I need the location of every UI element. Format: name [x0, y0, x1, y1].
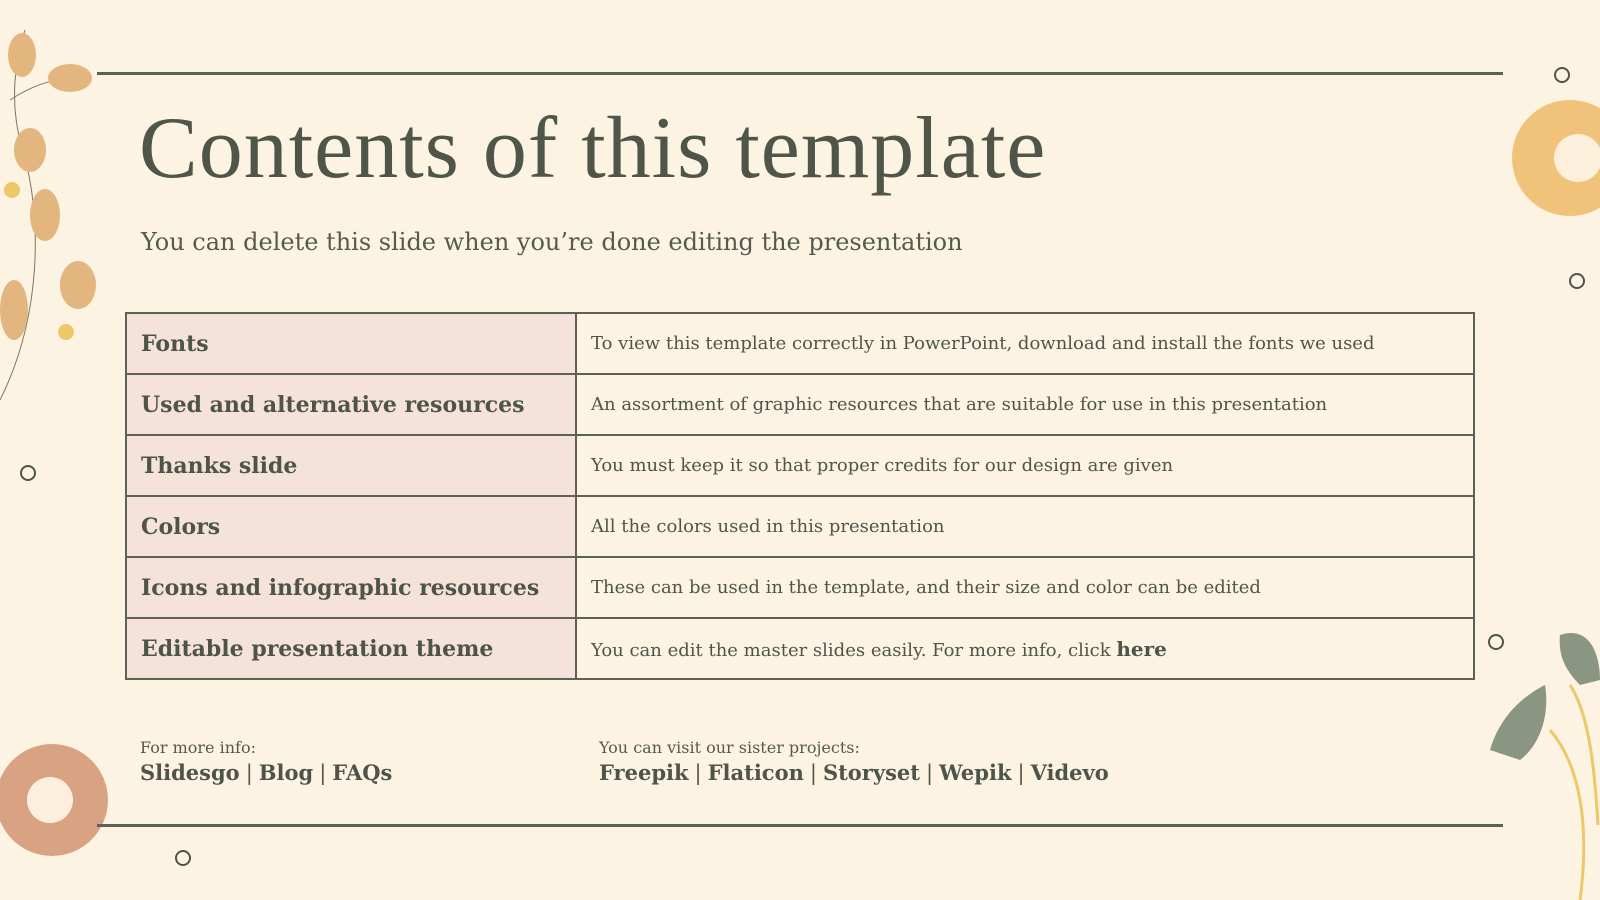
storyset-link[interactable]: Storyset: [822, 760, 920, 785]
sister-projects-label: You can visit our sister projects:: [599, 738, 860, 757]
table-row: [126, 313, 1474, 374]
slidesgo-link[interactable]: Slidesgo: [140, 760, 240, 785]
bottom-divider: [97, 824, 1503, 827]
row-value: All the colors used in this presentation: [576, 496, 1474, 557]
row-value: An assortment of graphic resources that are suitable for use in this presentation: [576, 374, 1474, 435]
more-info-block: [140, 738, 392, 785]
circle-decoration: [20, 465, 36, 481]
row-value-text: You can edit the master slides easily. For more info, click: [591, 639, 1117, 661]
row-key: Fonts: [126, 313, 576, 374]
here-link[interactable]: here: [1116, 636, 1167, 661]
table-row: [126, 557, 1474, 618]
separator: |: [245, 761, 253, 785]
faqs-link[interactable]: FAQs: [332, 760, 393, 785]
table-row: [126, 496, 1474, 557]
row-key: Used and alternative resources: [126, 374, 576, 435]
contents-table: [125, 312, 1475, 680]
top-divider: [97, 72, 1503, 75]
circle-decoration: [1569, 273, 1585, 289]
circle-decoration: [1488, 634, 1504, 650]
subtitle: You can delete this slide when you’re done editing the presentation: [141, 228, 963, 256]
separator: |: [319, 761, 327, 785]
table-row: [126, 618, 1474, 679]
blue-tulip-decoration: [1480, 625, 1600, 900]
blog-link[interactable]: Blog: [258, 760, 314, 785]
row-value: To view this template correctly in PowerPoint, download and install the fonts we used: [576, 313, 1474, 374]
wepik-link[interactable]: Wepik: [939, 760, 1012, 785]
separator: |: [925, 761, 934, 785]
leaf-branch-decoration: [0, 20, 110, 420]
separator: |: [1017, 761, 1025, 785]
row-key: Icons and infographic resources: [126, 557, 576, 618]
more-info-label: For more info:: [140, 738, 256, 757]
flaticon-link[interactable]: Flaticon: [707, 760, 804, 785]
yellow-flower-decoration: [1510, 92, 1600, 227]
page-title: Contents of this template: [139, 100, 1047, 197]
circle-decoration: [1554, 67, 1570, 83]
videvo-link[interactable]: Videvo: [1030, 760, 1109, 785]
circle-decoration: [175, 850, 191, 866]
sister-projects-block: [599, 738, 1109, 785]
freepik-link[interactable]: Freepik: [599, 760, 689, 785]
row-key: Colors: [126, 496, 576, 557]
row-key: Thanks slide: [126, 435, 576, 496]
table-row: [126, 374, 1474, 435]
table-row: [126, 435, 1474, 496]
row-value: You must keep it so that proper credits for our design are given: [576, 435, 1474, 496]
row-value: These can be used in the template, and their size and color can be edited: [576, 557, 1474, 618]
separator: |: [694, 761, 702, 785]
row-value: [576, 618, 1474, 679]
separator: |: [809, 761, 817, 785]
row-key: Editable presentation theme: [126, 618, 576, 679]
pink-flower-decoration: [0, 735, 115, 865]
